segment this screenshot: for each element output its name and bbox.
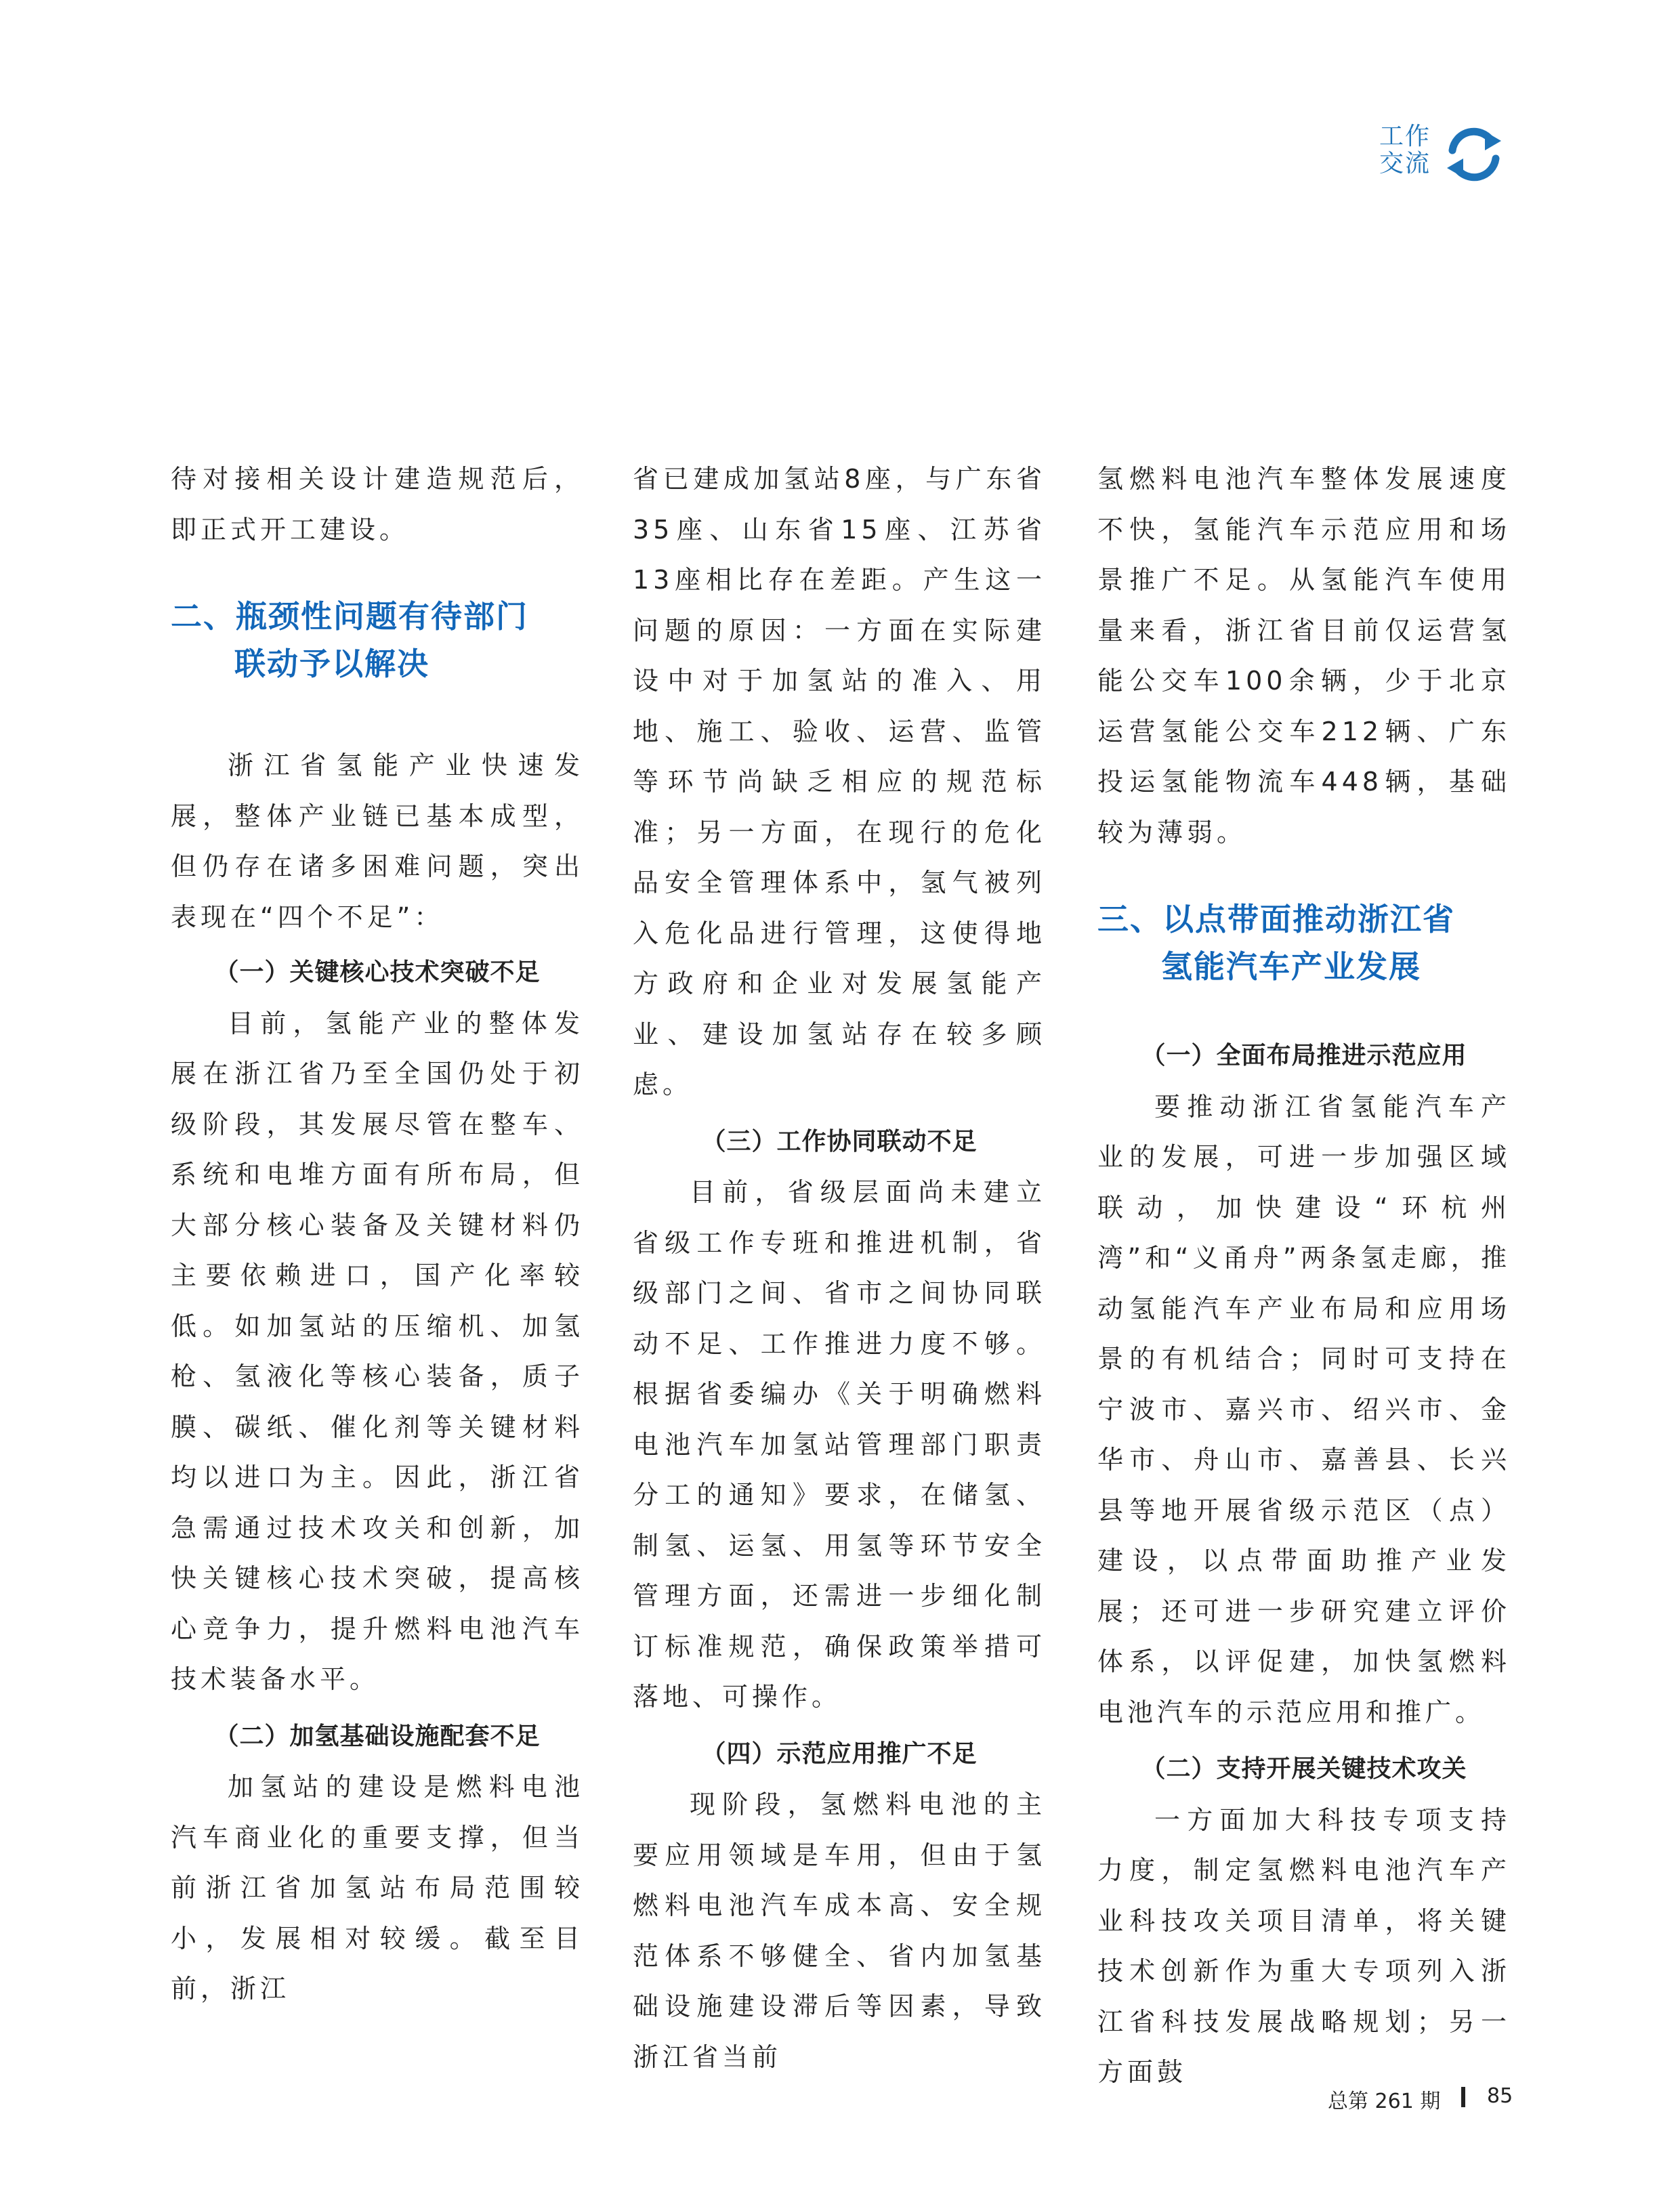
body-paragraph: 目前，省级层面尚未建立省级工作专班和推进机制，省级部门之间、省市之间协同联动不足、工作推进力度不够。根据省委编办《关于明确燃料电池汽车加氢站管理部门职责分工的通知》要求，在储氢、制氢、运氢、用氢等环节安全管理方面，还需进一步细化制订标准规范，确保政策举措可落地、可操作。 bbox=[633, 1177, 1046, 1712]
text-column-3 bbox=[1097, 454, 1511, 2098]
body-paragraph: 氢燃料电池汽车整体发展速度不快，氢能汽车示范应用和场景推广不足。从氢能汽车使用量来看，浙江省目前仅运营氢能公交车100余辆，少于北京运营氢能公交车212辆、广东投运氢能物流车448辆，基础较为薄弱。 bbox=[1097, 464, 1511, 847]
column-label-line-2: 交流 bbox=[1379, 150, 1431, 177]
section-heading-line-1: 二、瓶颈性问题有待部门 bbox=[171, 598, 528, 635]
body-paragraph: 浙江省氢能产业快速发展，整体产业链已基本成型，但仍存在诸多困难问题，突出表现在“四个不足”： bbox=[171, 750, 584, 932]
spacer bbox=[1097, 1737, 1511, 1744]
subsection-heading: （一）全面布局推进示范应用 bbox=[1141, 1042, 1467, 1070]
spacer bbox=[1097, 990, 1511, 1031]
column-label-line-1: 工作 bbox=[1379, 123, 1431, 150]
spacer bbox=[171, 1705, 584, 1712]
spacer bbox=[633, 1110, 1046, 1117]
spacer bbox=[171, 555, 584, 593]
text-column-1 bbox=[171, 454, 584, 2014]
cycle-arrows-icon bbox=[1443, 123, 1505, 186]
body-paragraph: 省已建成加氢站8座，与广东省35座、山东省15座、江苏省13座相比存在差距。产生这一问题的原因：一方面在实际建设中对于加氢站的准入、用地、施工、验收、运营、监管等环节尚缺乏相应的规范标准；另一方面，在现行的危化品安全管理体系中，氢气被列入危化品进行管理，这使得地方政府和企业对发展氢能产业、建设加氢站存在较多顾虑。 bbox=[633, 464, 1046, 1099]
section-heading bbox=[1097, 895, 1511, 990]
spacer bbox=[171, 942, 584, 948]
body-paragraph: 现阶段，氢燃料电池的主要应用领域是车用，但由于氢燃料电池汽车成本高、安全规范体系不够健全、省内加氢基础设施建设滞后等因素，导致浙江省当前 bbox=[633, 1790, 1046, 2072]
body-paragraph: 加氢站的建设是燃料电池汽车商业化的重要支撑，但当前浙江省加氢站布局范围较小，发展相对较缓。截至目前，浙江 bbox=[171, 1772, 584, 2004]
subsection-heading: （四）示范应用推广不足 bbox=[701, 1739, 978, 1768]
subsection-heading: （二）加氢基础设施配套不足 bbox=[214, 1722, 541, 1750]
body-paragraph: 目前，氢能产业的整体发展在浙江省乃至全国仍处于初级阶段，其发展尽管在整车、系统和电堆方面有所布局，但大部分核心装备及关键材料仍主要依赖进口，国产化率较低。如加氢站的压缩机、加氢枪、氢液化等核心装备，质子膜、碳纸、催化剂等关键材料均以进口为主。因此，浙江省急需通过技术攻关和创新，加快关键核心技术突破，提高核心竞争力，提升燃料电池汽车技术装备水平。 bbox=[171, 1008, 584, 1694]
spacer bbox=[171, 688, 584, 740]
body-paragraph: 一方面加大科技专项支持力度，制定氢燃料电池汽车产业科技攻关项目清单，将关键技术创新作为重大专项列入浙江省科技发展战略规划；另一方面鼓 bbox=[1097, 1804, 1511, 2087]
footer-divider bbox=[1461, 2087, 1465, 2107]
subsection-heading: （二）支持开展关键技术攻关 bbox=[1141, 1755, 1467, 1783]
section-heading-line-2: 联动予以解决 bbox=[234, 646, 429, 682]
subsection-heading: （一）关键核心技术突破不足 bbox=[214, 958, 541, 986]
column-label bbox=[1375, 123, 1431, 177]
body-paragraph: 要推动浙江省氢能汽车产业的发展，可进一步加强区域联动，加快建设“环杭州湾”和“义甬舟”两条氢走廊，推动氢能汽车产业布局和应用场景的有机结合；同时可支持在宁波市、嘉兴市、绍兴市、金华市、舟山市、嘉善县、长兴县等地开展省级示范区（点）建设，以点带面助推产业发展；还可进一步研究建立评价体系，以评促建，加快氢燃料电池汽车的示范应用和推广。 bbox=[1097, 1091, 1511, 1727]
section-heading-line-1: 三、以点带面推动浙江省 bbox=[1097, 901, 1455, 937]
section-heading-line-2: 氢能汽车产业发展 bbox=[1161, 948, 1421, 985]
text-column-2 bbox=[633, 454, 1046, 2082]
page-number: 85 bbox=[1487, 2084, 1513, 2108]
section-heading bbox=[171, 593, 584, 688]
issue-number: 总第 261 期 bbox=[1328, 2090, 1441, 2113]
spacer bbox=[633, 1722, 1046, 1729]
subsection-heading: （三）工作协同联动不足 bbox=[701, 1127, 978, 1156]
spacer bbox=[1097, 858, 1511, 895]
body-paragraph: 待对接相关设计建造规范后，即正式开工建设。 bbox=[171, 464, 584, 545]
